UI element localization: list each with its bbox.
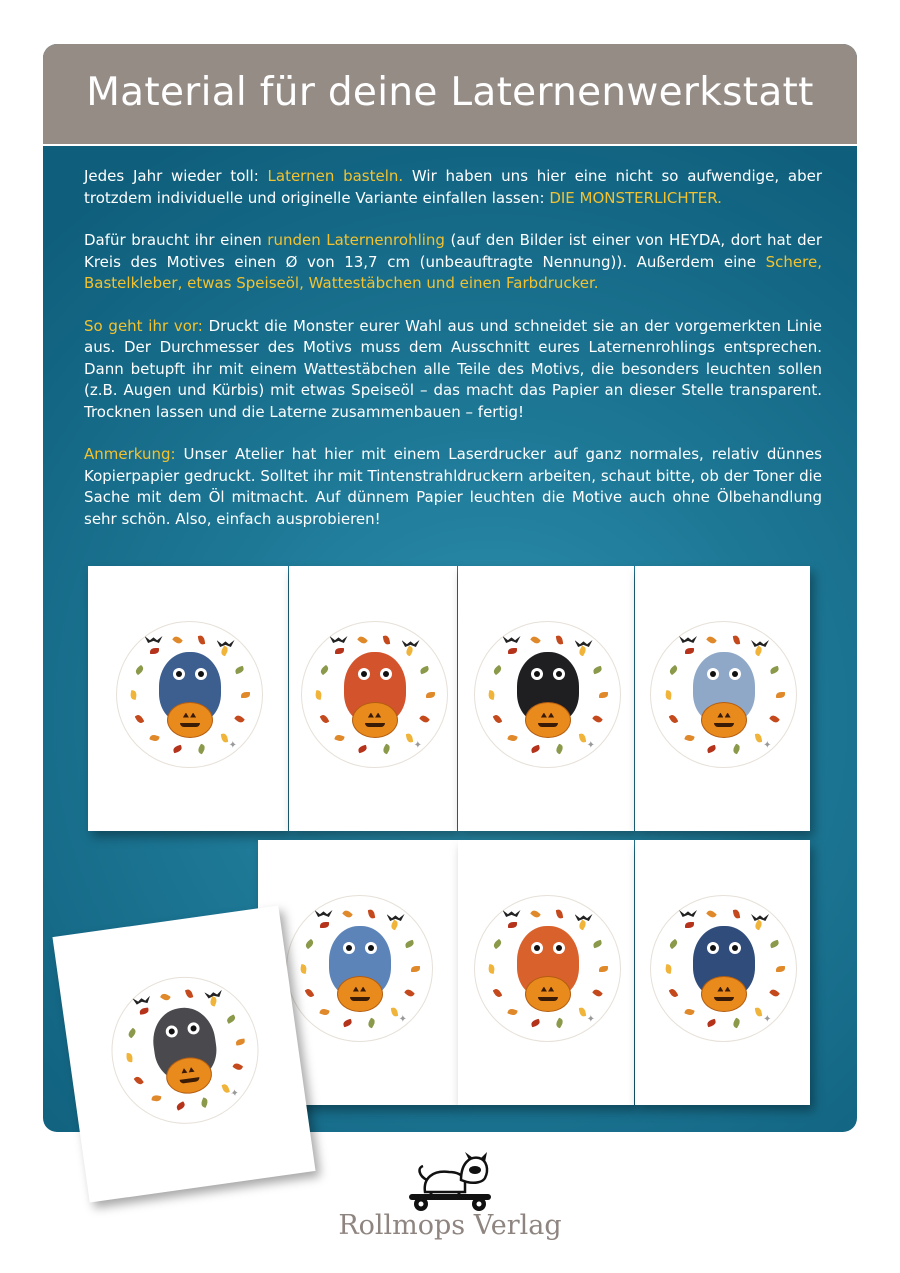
leaf-decoration: [420, 714, 431, 724]
leaf-decoration: [593, 666, 604, 675]
motif-circle: [301, 621, 448, 768]
leaf-decoration: [593, 988, 604, 998]
monster-card-blue-monster-with-pumpkin: [88, 566, 288, 831]
pug-on-wheels-icon: [405, 1150, 495, 1212]
monster-pupil: [534, 945, 540, 951]
monster-eye: [358, 668, 370, 680]
leaf-decoration: [149, 734, 160, 743]
leaf-decoration: [706, 745, 717, 754]
intro-text: [84, 166, 822, 551]
leaf-decoration: [769, 714, 780, 724]
monster-eye: [365, 942, 377, 954]
leaf-decoration: [233, 1062, 244, 1072]
highlight-anmerkung: Anmerkung:: [84, 445, 176, 463]
leaf-decoration: [304, 939, 315, 949]
leaf-decoration: [668, 665, 679, 675]
leaf-decoration: [556, 635, 563, 645]
monster-eye: [531, 942, 543, 954]
pumpkin-mouth: [350, 997, 370, 1001]
text-segment: Unser Atelier hat hier mit einem Laserdrucker auf ganz normales, relativ dünnes Kopierpapier gedruckt. Solltet ihr mit Tintenstrahldruckern arbeiten, schaut bitte, ob der Toner die Sache mit dem Öl mitmacht. Auf dünnem Papier leuchten die Motive auch ohne Ölbehandlung sehr schön. Also, einfach ausprobieren!: [84, 445, 822, 528]
monster-eye: [707, 942, 719, 954]
leaf-decoration: [769, 940, 780, 949]
monster-eye: [729, 668, 741, 680]
leaf-decoration: [685, 648, 694, 654]
highlight-laternenrohling: runden Laternenrohling: [267, 231, 445, 249]
leaf-decoration: [508, 922, 517, 928]
bat-icon: [679, 910, 697, 917]
page-title: Material für deine Laternenwerkstatt: [86, 70, 814, 115]
leaf-decoration: [368, 909, 375, 919]
monster-eye: [173, 668, 185, 680]
bat-icon: [330, 636, 348, 643]
monster-pupil: [383, 671, 389, 677]
brand-name: Rollmops Verlag: [338, 1210, 562, 1241]
highlight-laternen-basteln: Laternen basteln.: [267, 167, 404, 185]
leaf-decoration: [706, 635, 717, 645]
leaf-decoration: [776, 966, 785, 972]
jack-o-lantern-icon: [352, 702, 398, 738]
monster-card-orange-furry-monster: [458, 840, 634, 1105]
monster-eye: [164, 1024, 178, 1038]
text-segment: (auf den Bilder ist einer von HEYDA, dort hat der Kreis des Motives einen Ø von 13,7 cm (unbeauftragte Nennung)). Außerdem eine: [84, 231, 822, 271]
leaf-decoration: [405, 645, 415, 656]
leaf-decoration: [668, 939, 679, 949]
leaf-decoration: [235, 714, 246, 724]
leaf-decoration: [221, 733, 228, 743]
jack-o-lantern-icon: [701, 702, 747, 738]
leaf-decoration: [669, 987, 679, 998]
monster-pupil: [346, 945, 352, 951]
leaf-decoration: [755, 1007, 762, 1017]
leaf-decoration: [769, 988, 780, 998]
leaf-decoration: [579, 733, 586, 743]
leaf-decoration: [160, 993, 171, 1003]
leaf-decoration: [319, 713, 329, 724]
leaf-decoration: [200, 1097, 209, 1108]
artist-signature: ✦: [413, 739, 422, 751]
paragraph-intro: [84, 166, 822, 209]
leaf-decoration: [198, 635, 205, 645]
leaf-decoration: [315, 690, 322, 700]
monster-card-navy-bat-monster: [635, 840, 810, 1105]
leaf-decoration: [382, 744, 392, 755]
leaf-decoration: [578, 919, 588, 930]
monster-eye: [729, 942, 741, 954]
leaf-decoration: [130, 690, 137, 700]
jack-o-lantern-icon: [525, 702, 571, 738]
monster-pupil: [190, 1025, 197, 1032]
bat-icon: [503, 910, 521, 917]
leaf-decoration: [300, 964, 307, 974]
leaf-decoration: [507, 1008, 518, 1017]
artist-signature: ✦: [228, 739, 237, 751]
leaf-decoration: [133, 1076, 143, 1087]
leaf-decoration: [706, 1019, 717, 1028]
bat-icon: [315, 910, 333, 917]
leaf-decoration: [319, 1008, 330, 1017]
text-segment: Wir haben uns hier eine nicht so aufwendige, aber trotzdem individuelle und originelle Variante einfallen lassen:: [84, 167, 823, 207]
leaf-decoration: [235, 666, 246, 675]
monster-eye: [195, 668, 207, 680]
jack-o-lantern-icon: [167, 702, 213, 738]
leaf-decoration: [492, 713, 502, 724]
paragraph-note: [84, 444, 822, 530]
leaf-decoration: [754, 645, 764, 656]
artist-signature: ✦: [763, 739, 772, 751]
leaf-decoration: [684, 734, 695, 743]
leaf-decoration: [411, 966, 420, 972]
monster-card-grey-furry-monster: [52, 905, 315, 1202]
leaf-decoration: [492, 665, 503, 675]
leaf-decoration: [220, 645, 230, 656]
monster-pupil: [556, 945, 562, 951]
paragraph-materials: [84, 230, 822, 295]
motif-circle: [650, 621, 797, 768]
leaf-decoration: [492, 939, 503, 949]
monster-eye: [343, 942, 355, 954]
leaf-decoration: [669, 713, 679, 724]
monster-eye: [707, 668, 719, 680]
pumpkin-mouth: [179, 1077, 199, 1084]
leaf-decoration: [320, 922, 329, 928]
leaf-decoration: [357, 745, 368, 754]
highlight-so-geht-ihr-vor: So geht ihr vor:: [84, 316, 203, 335]
pumpkin-mouth: [365, 723, 385, 727]
leaf-decoration: [241, 692, 250, 698]
monster-pupil: [368, 945, 374, 951]
artist-signature: ✦: [763, 1013, 772, 1025]
leaf-decoration: [733, 635, 740, 645]
leaf-decoration: [342, 909, 353, 919]
motif-circle: [116, 621, 263, 768]
leaf-decoration: [319, 665, 330, 675]
leaf-decoration: [405, 988, 416, 998]
monster-pupil: [732, 945, 738, 951]
pumpkin-mouth: [538, 997, 558, 1001]
highlight-material-list: Schere, Bastelkleber, etwas Speiseöl, Wattestäbchen und einen Farbdrucker.: [84, 252, 822, 292]
text-segment: Druckt die Monster eurer Wahl aus und schneidet sie an der vorgemerkten Linie aus. Der Durchmesser des Motivs muss dem Ausschnitt eures Laternenrohlings entsprechen. Dann betupft ihr mit einem Wattestäbchen alle Teile des Motivs, die besonders leuchten sollen (z.B. Augen und Kürbis) mit etwas Speiseöl – das macht das Papier an dieser Stelle transparent. Trocknen lassen und die Laterne zusammenbauen – fertig!: [84, 316, 823, 421]
monster-pupil: [361, 671, 367, 677]
leaf-decoration: [390, 919, 400, 930]
leaf-decoration: [151, 1094, 161, 1102]
monster-pupil: [198, 671, 204, 677]
leaf-decoration: [304, 987, 314, 998]
leaf-decoration: [134, 713, 144, 724]
leaf-decoration: [357, 635, 368, 645]
leaf-decoration: [706, 909, 717, 919]
leaf-decoration: [209, 996, 218, 1007]
text-segment: Jedes Jahr wieder toll:: [84, 167, 268, 185]
leaf-decoration: [172, 745, 183, 754]
leaf-decoration: [150, 648, 159, 654]
monster-card-red-monster-with-pumpkin: [289, 566, 457, 831]
leaf-decoration: [172, 635, 183, 645]
leaf-decoration: [530, 635, 541, 645]
monster-pupil: [168, 1028, 175, 1035]
leaf-decoration: [685, 922, 694, 928]
leaf-decoration: [175, 1101, 186, 1111]
motif-circle: [286, 895, 433, 1042]
leaf-decoration: [126, 1027, 136, 1038]
leaf-decoration: [508, 648, 517, 654]
leaf-decoration: [530, 909, 541, 919]
pumpkin-mouth: [714, 723, 734, 727]
artist-signature: ✦: [586, 1013, 595, 1025]
leaf-decoration: [599, 692, 608, 698]
publisher-logo: [330, 1150, 570, 1260]
artist-signature: ✦: [398, 1013, 407, 1025]
leaf-decoration: [507, 734, 518, 743]
leaf-decoration: [134, 665, 145, 675]
leaf-decoration: [488, 964, 495, 974]
jack-o-lantern-icon: [701, 976, 747, 1012]
leaf-decoration: [530, 745, 541, 754]
monster-card-light-blue-furry-monster: [635, 566, 810, 831]
leaf-decoration: [579, 1007, 586, 1017]
leaf-decoration: [367, 1018, 377, 1029]
motif-circle: [474, 621, 621, 768]
leaf-decoration: [593, 940, 604, 949]
leaf-decoration: [236, 1038, 246, 1045]
leaf-decoration: [334, 734, 345, 743]
monster-pupil: [732, 671, 738, 677]
leaf-decoration: [555, 1018, 565, 1029]
leaf-decoration: [555, 744, 565, 755]
leaf-decoration: [342, 1019, 353, 1028]
artist-signature: ✦: [586, 739, 595, 751]
motif-circle: [474, 895, 621, 1042]
leaf-decoration: [383, 635, 390, 645]
leaf-decoration: [578, 645, 588, 656]
bat-icon: [503, 636, 521, 643]
leaf-decoration: [492, 987, 502, 998]
leaf-decoration: [732, 1018, 742, 1029]
leaf-decoration: [335, 648, 344, 654]
leaf-decoration: [664, 964, 671, 974]
motif-circle: [101, 967, 267, 1133]
leaf-decoration: [733, 909, 740, 919]
leaf-decoration: [221, 1083, 229, 1093]
monster-pupil: [534, 671, 540, 677]
leaf-decoration: [593, 714, 604, 724]
highlight-monsterlichter: DIE MONSTERLICHTER.: [549, 188, 722, 207]
pumpkin-mouth: [180, 723, 200, 727]
leaf-decoration: [185, 989, 193, 999]
monster-pupil: [710, 945, 716, 951]
pumpkin-mouth: [714, 997, 734, 1001]
leaf-decoration: [139, 1008, 149, 1015]
monster-eye: [380, 668, 392, 680]
leaf-decoration: [426, 692, 435, 698]
leaf-decoration: [420, 666, 431, 675]
artist-signature: ✦: [229, 1088, 240, 1101]
monster-eye: [553, 942, 565, 954]
leaf-decoration: [405, 940, 416, 949]
pumpkin-mouth: [538, 723, 558, 727]
monster-pupil: [556, 671, 562, 677]
paragraph-instructions: [84, 316, 822, 424]
leaf-decoration: [197, 744, 207, 755]
header-bar: [43, 44, 857, 146]
leaf-decoration: [755, 733, 762, 743]
monster-eye: [553, 668, 565, 680]
jack-o-lantern-icon: [525, 976, 571, 1012]
motif-circle: [650, 895, 797, 1042]
leaf-decoration: [754, 919, 764, 930]
leaf-decoration: [556, 909, 563, 919]
leaf-decoration: [226, 1014, 237, 1024]
leaf-decoration: [530, 1019, 541, 1028]
leaf-decoration: [684, 1008, 695, 1017]
monster-eye: [531, 668, 543, 680]
leaf-decoration: [599, 966, 608, 972]
monster-pupil: [176, 671, 182, 677]
leaf-decoration: [664, 690, 671, 700]
leaf-decoration: [488, 690, 495, 700]
monster-pupil: [710, 671, 716, 677]
leaf-decoration: [391, 1007, 398, 1017]
leaf-decoration: [406, 733, 413, 743]
leaf-decoration: [126, 1053, 132, 1062]
bat-icon: [679, 636, 697, 643]
text-segment: Dafür braucht ihr einen: [84, 231, 268, 249]
monster-eye: [186, 1021, 200, 1035]
bat-icon: [145, 636, 163, 643]
monster-card-black-monster-with-pumpkin: [458, 566, 634, 831]
leaf-decoration: [776, 692, 785, 698]
jack-o-lantern-icon: [337, 976, 383, 1012]
leaf-decoration: [732, 744, 742, 755]
leaf-decoration: [769, 666, 780, 675]
bat-icon: [132, 996, 151, 1005]
